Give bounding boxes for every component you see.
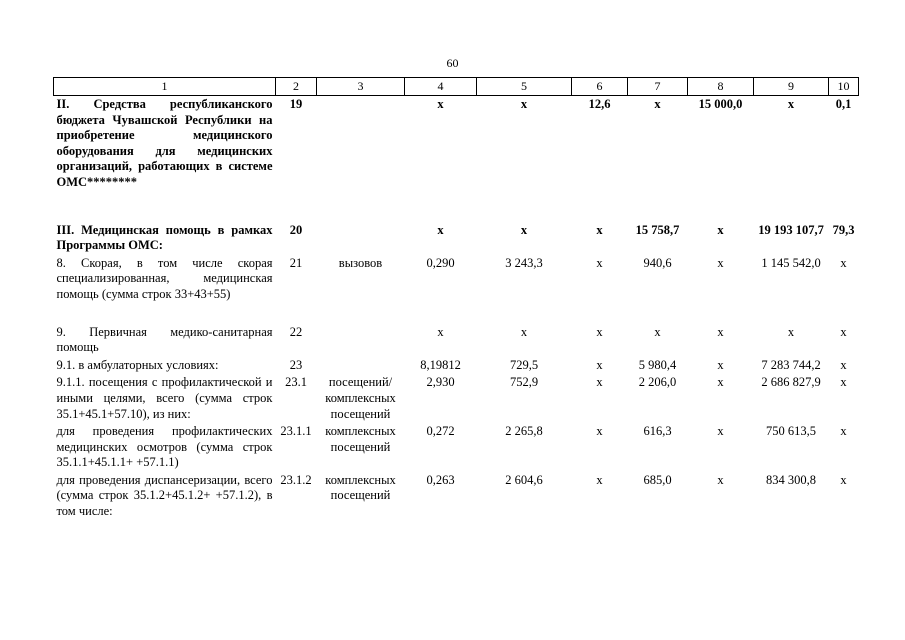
row-cell: х [596, 324, 603, 339]
row-cell: х [520, 324, 528, 339]
row-cell: 0,272 [426, 424, 455, 439]
row-cell: 8,19812 [420, 357, 461, 372]
row-cell: 5 980,4 [638, 357, 677, 372]
row-cell: 12,6 [588, 97, 611, 111]
row-cell: х [840, 375, 847, 390]
column-header: 2 [276, 78, 317, 96]
row-cell: 7 283 744,2 [761, 357, 821, 372]
table-row [54, 423, 859, 472]
table-row [54, 96, 859, 192]
row-cell: х [840, 472, 847, 487]
row-cell: х [787, 97, 795, 111]
row-cell: 750 613,5 [766, 424, 816, 439]
row-cell: х [520, 97, 528, 111]
row-cell: х [840, 357, 847, 372]
column-header: 3 [317, 78, 405, 96]
row-cell: х [717, 472, 724, 487]
row-cell: х [437, 324, 444, 339]
row-cell: х [717, 255, 724, 270]
row-unit [317, 357, 405, 375]
column-header: 1 [54, 78, 276, 96]
row-code: 23.1.1 [280, 424, 312, 439]
row-cell: х [840, 424, 847, 439]
row-cell: х [717, 357, 724, 372]
row-cell: 834 300,8 [766, 472, 816, 487]
row-cell: х [596, 222, 603, 237]
row-code: 22 [289, 324, 303, 339]
row-cell: х [717, 424, 724, 439]
table-row [54, 374, 859, 423]
row-cell: 3 243,3 [505, 255, 543, 270]
row-cell: 0,290 [426, 255, 455, 270]
row-cell: х [840, 324, 847, 339]
column-header: 7 [628, 78, 688, 96]
row-cell: 2 265,8 [505, 424, 543, 439]
row-cell: 752,9 [509, 375, 539, 390]
table-row [54, 324, 859, 357]
column-header: 6 [572, 78, 628, 96]
row-name: для проведения диспансеризации, всего (сумма строк 35.1.2+45.1.2+ +57.1.2), в том числе: [56, 472, 273, 519]
row-cell: 19 193 107,7 [758, 222, 824, 237]
row-cell: 685,0 [643, 472, 672, 487]
row-cell: х [717, 324, 724, 339]
row-cell: 2 206,0 [638, 375, 677, 390]
row-code: 23 [289, 357, 303, 372]
table-row [54, 255, 859, 304]
row-name: III. Медицинская помощь в рамках Программы ОМС: [56, 222, 273, 253]
row-cell: 729,5 [509, 357, 539, 372]
column-header: 5 [477, 78, 572, 96]
row-cell: х [654, 97, 661, 111]
row-spacer [54, 192, 859, 222]
row-unit [317, 222, 405, 255]
row-cell: 0,1 [835, 97, 852, 111]
column-header: 10 [829, 78, 859, 96]
row-name: 9.1.1. посещения с профилактической и иными целями, всего (сумма строк 35.1+45.1+57.10), из них: [56, 375, 273, 421]
row-cell: х [596, 472, 603, 487]
row-cell: х [520, 222, 528, 237]
row-cell: х [437, 222, 444, 237]
row-cell: х [596, 357, 603, 372]
data-table [53, 77, 859, 521]
row-cell: 0,263 [426, 472, 455, 487]
row-cell: х [596, 255, 603, 270]
table-header-row [54, 78, 859, 96]
row-cell: х [437, 97, 444, 111]
row-code: 23.1 [285, 375, 307, 390]
column-header: 9 [754, 78, 829, 96]
row-cell: 1 145 542,0 [761, 255, 821, 270]
row-cell: х [596, 375, 603, 390]
row-cell: 2,930 [426, 375, 455, 390]
row-name: для проведения профилактических медицинских осмотров (сумма строк 35.1.1+45.1.1+ +57.1.1) [56, 424, 273, 470]
table-row [54, 472, 859, 521]
row-code: 21 [289, 255, 303, 270]
row-unit: вызовов [338, 255, 383, 270]
row-cell: 79,3 [832, 222, 855, 237]
row-code: 19 [289, 97, 303, 111]
row-name: 9. Первичная медико-санитарная помощь [56, 324, 273, 355]
row-unit: комплексных посещений [325, 424, 396, 454]
row-cell: х [717, 222, 724, 237]
row-unit: посещений/ комплексных посещений [325, 375, 396, 421]
row-unit [317, 324, 405, 357]
row-unit [317, 96, 405, 192]
row-name: 9.1. в амбулаторных условиях: [56, 357, 219, 372]
row-unit: комплексных посещений [325, 472, 396, 503]
page-number: 60 [446, 56, 459, 70]
row-cell: 15 000,0 [698, 97, 743, 111]
row-cell: 940,6 [643, 255, 672, 270]
row-cell: 2 604,6 [505, 472, 543, 487]
row-code: 20 [289, 222, 303, 237]
column-header: 8 [688, 78, 754, 96]
row-cell: 2 686 827,9 [761, 375, 821, 390]
row-name: 8. Скорая, в том числе скорая специализированная, медицинская помощь (сумма строк 33+43+55) [56, 255, 273, 301]
row-spacer [54, 304, 859, 324]
row-name: II. Средства республиканского бюджета Чувашской Республики на приобретение медицинского оборудования для медицинских организаций, работающих в системе ОМС******** [56, 97, 273, 189]
row-cell: х [596, 424, 603, 439]
table-row [54, 222, 859, 255]
column-header: 4 [405, 78, 477, 96]
row-cell: х [840, 255, 847, 270]
row-cell: х [787, 324, 795, 339]
row-cell: х [654, 324, 661, 339]
row-cell: 616,3 [643, 424, 672, 439]
row-code: 23.1.2 [280, 472, 312, 487]
table-row [54, 357, 859, 375]
row-cell: х [717, 375, 724, 390]
row-cell: 15 758,7 [635, 222, 680, 237]
